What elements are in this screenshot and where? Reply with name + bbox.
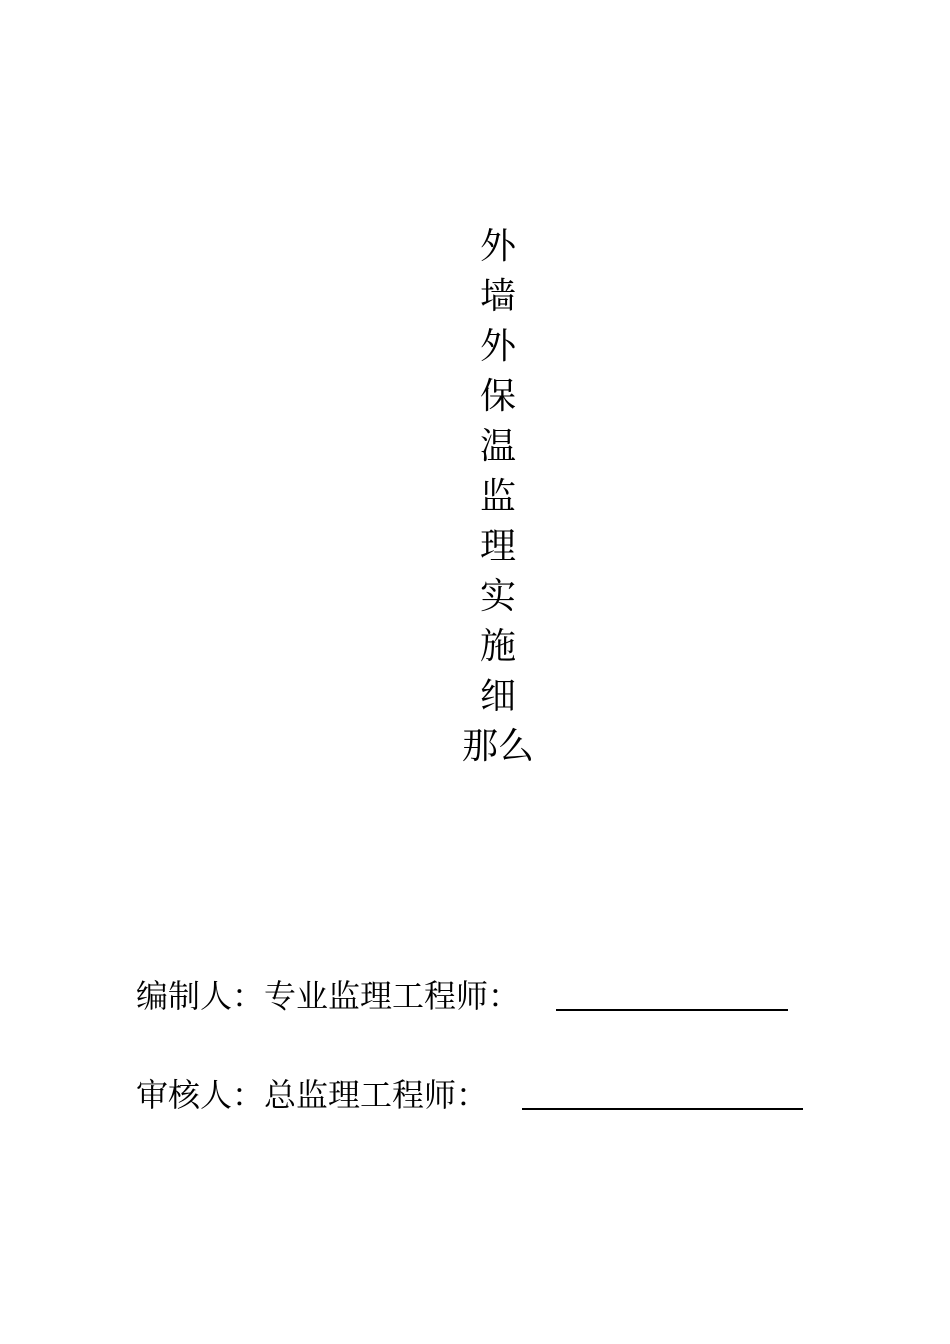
title-line: 理 xyxy=(479,526,516,567)
reviewer-signature-line xyxy=(522,1108,803,1110)
title-line: 那么 xyxy=(461,726,534,767)
title-line: 温 xyxy=(479,426,516,467)
title-line: 外 xyxy=(479,226,516,267)
compiler-signature-line xyxy=(556,1009,788,1011)
compiler-signature-label: 编制人：专业监理工程师： xyxy=(136,977,521,1015)
title-line: 保 xyxy=(479,376,516,417)
title-line: 施 xyxy=(479,626,516,667)
document-title xyxy=(0,222,950,772)
reviewer-signature-label: 审核人：总监理工程师： xyxy=(136,1076,489,1114)
title-line: 墙 xyxy=(479,276,516,317)
title-line: 外 xyxy=(479,326,516,367)
title-line: 监 xyxy=(479,476,516,517)
title-line: 实 xyxy=(479,576,516,617)
title-line: 细 xyxy=(479,676,516,717)
